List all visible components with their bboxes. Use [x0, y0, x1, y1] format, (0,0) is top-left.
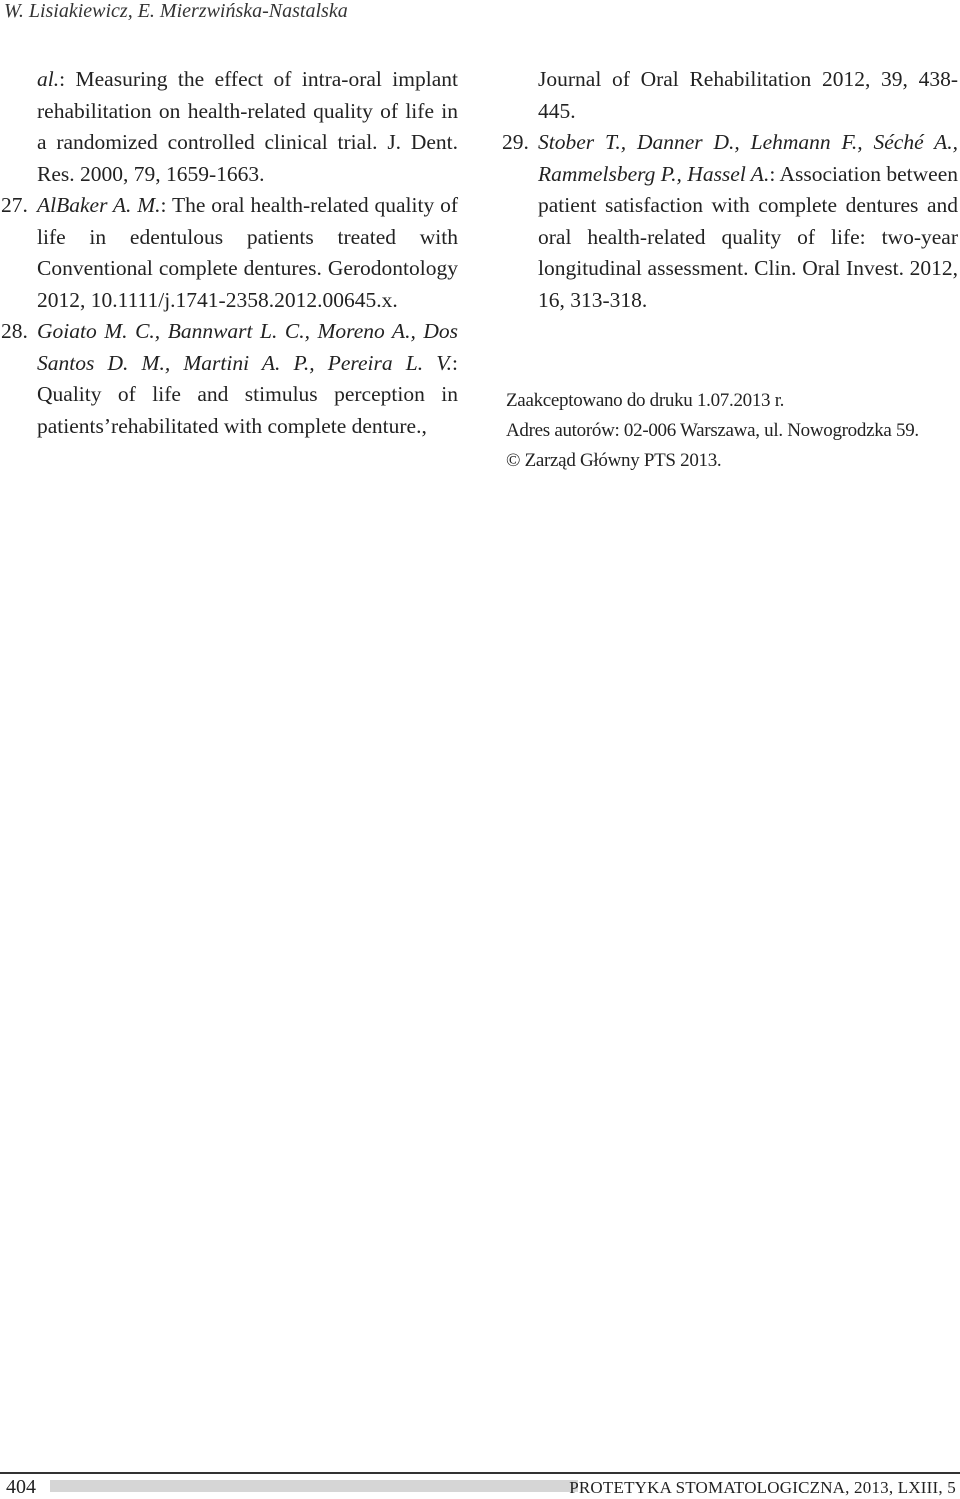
footer-bar — [50, 1480, 578, 1492]
footer-rule — [0, 1472, 960, 1474]
ref-authors: Goiato M. C., Bannwart L. C., Moreno A., Dos Santos D. M., Martini A. P., Pereira L. V. — [37, 319, 458, 375]
right-column — [502, 64, 959, 316]
reference-27 — [1, 190, 458, 316]
article-meta — [506, 386, 919, 476]
accepted-date: Zaakceptowano do druku 1.07.2013 r. — [506, 390, 785, 411]
journal-name: PROTETYKA STOMATOLOGICZNA, 2013, LXIII, 5 — [569, 1478, 956, 1497]
reference-26-continuation — [37, 64, 458, 190]
page-footer — [0, 1472, 960, 1498]
ref-author-tail: al. — [37, 67, 60, 91]
reference-29 — [502, 127, 959, 316]
ref-text: : Measuring the effect of intra-oral implant rehabilitation on health-related quality of life in a randomized controlled clinical trial. J. Dent. Res. 2000, 79, 1659-1663. — [37, 67, 458, 186]
author-address: Adres autorów: 02-006 Warszawa, ul. Nowogrodzka 59. — [506, 420, 919, 441]
ref-authors: Stober T., Danner D., Lehmann F., Séché A., Rammelsberg P., Hassel A. — [538, 130, 958, 186]
ref-text: : Association between patient satisfaction with complete dentures and oral health-related quality of life: two-year longitudinal assessment. Clin. Oral Invest. 2012, 16, 313-318. — [538, 161, 959, 312]
reference-28-continuation — [538, 64, 958, 127]
ref-number: 28. — [1, 319, 28, 343]
ref-text: : Quality of life and stimulus perception in patients’rehabilitated with complete denture., — [37, 350, 458, 438]
copyright: © Zarząd Główny PTS 2013. — [506, 450, 722, 471]
ref-number: 27. — [1, 193, 28, 217]
reference-28 — [1, 316, 458, 442]
running-head: W. Lisiakiewicz, E. Mierzwińska-Nastalska — [4, 0, 348, 22]
left-column — [1, 64, 458, 442]
ref-authors: AlBaker A. M. — [37, 193, 161, 217]
ref-number: 29. — [502, 130, 529, 154]
page-number: 404 — [6, 1476, 36, 1498]
ref-text: : The oral health-related quality of life in edentulous patients treated with Conventional complete dentures. Gerodontology 2012, 10.1111/j.1741-2358.2012.00645.x. — [37, 193, 458, 312]
ref-text: Journal of Oral Rehabilitation 2012, 39, 438-445. — [538, 67, 958, 123]
